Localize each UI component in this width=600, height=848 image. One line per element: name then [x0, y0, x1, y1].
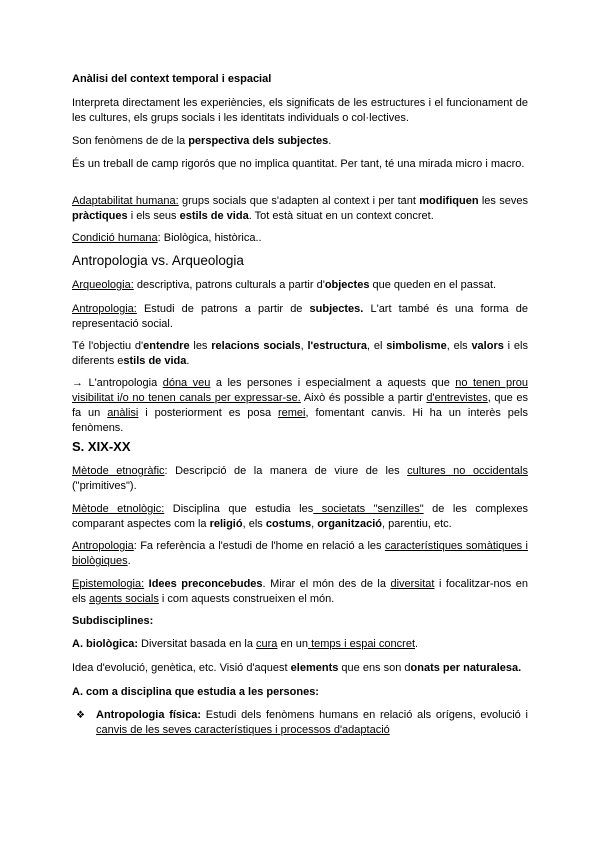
paragraph-discipline-persons: A. com a disciplina que estudia a les persones: — [72, 686, 319, 698]
paragraph-biological: A. biològica: Diversitat basada en la cura en un temps i espai concret. — [72, 638, 419, 650]
paragraph-archaeology: Arqueologia: descriptiva, patrons culturals a partir d'objectes que queden en el passat. — [72, 279, 497, 291]
paragraph-ethnological-method: Mètode etnològic: Disciplina que estudia les societats "senzilles" de les complexes comparant aspectes com la religió, els costums, organització, parentiu, etc. — [72, 503, 529, 530]
paragraph-adaptability: Adaptabilitat humana: grups socials que s'adapten al context i per tant modifiquen les seves pràctiques i els seus estils de vida. Tot està situat en un context concret. — [72, 195, 528, 222]
paragraph-voice: → L'antropologia dóna veu a les persones i especialment a aquests que no tenen prou visibilitat i/o no tenen canals per expressar-se. Això és possible a partir d'entrevistes, que es fa un anàlisi i posteriorment es posa remei, fomentant canvis. Hi ha un interès pels fenòmens. — [72, 377, 528, 434]
subtitle-anthropology-vs-archaeology: Antropologia vs. Arqueologia — [72, 253, 244, 268]
paragraph-human-condition: Condició humana: Biològica, històrica.. — [72, 232, 262, 244]
bullet-physical-anthropology — [76, 708, 528, 738]
bullet-text: Antropologia física: Estudi dels fenòmens humans en relació als orígens, evolució i canvis de les seves característiques i processos d'adaptació — [96, 709, 528, 736]
paragraph-epistemology: Epistemologia: Idees preconcebudes. Mirar el món des de la diversitat i focalitzar-nos en els agents socials i com aquests construeixen el món. — [72, 578, 528, 605]
paragraph-ethnographic-method: Mètode etnogràfic: Descripció de la manera de viure de les cultures no occidentals ("primitives"). — [72, 465, 528, 492]
paragraph-anthropology-definition: Antropologia: Fa referència a l'estudi de l'home en relació a les característiques somàtiques i biològiques. — [72, 540, 529, 567]
subdisciplines-heading: Subdisciplines: — [72, 615, 154, 627]
document-title: Anàlisi del context temporal i espacial — [72, 73, 272, 85]
paragraph-evolution: Idea d'evolució, genètica, etc. Visió d'aquest elements que ens son donats per naturalesa. — [72, 662, 522, 674]
paragraph-anthropology: Antropologia: Estudi de patrons a partir de subjectes. L'art també és una forma de representació social. — [72, 303, 528, 330]
paragraph-objective: Té l'objectiu d'entendre les relacions socials, l'estructura, el simbolisme, els valors i els diferents estils de vida. — [72, 340, 528, 367]
paragraph-perspective: Son fenòmens de de la perspectiva dels subjectes. — [72, 135, 332, 147]
paragraph-fieldwork: És un treball de camp rigorós que no implica quantitat. Per tant, té una mirada micro i macro. — [72, 158, 525, 170]
paragraph-intro: Interpreta directament les experiències, els significats de les estructures i el funcionament de les cultures, els grups socials i les identitats individuals o col·lectives. — [72, 97, 528, 124]
diamond-bullet-icon: ❖ — [76, 710, 85, 721]
section-heading-century: S. XIX-XX — [72, 439, 131, 454]
